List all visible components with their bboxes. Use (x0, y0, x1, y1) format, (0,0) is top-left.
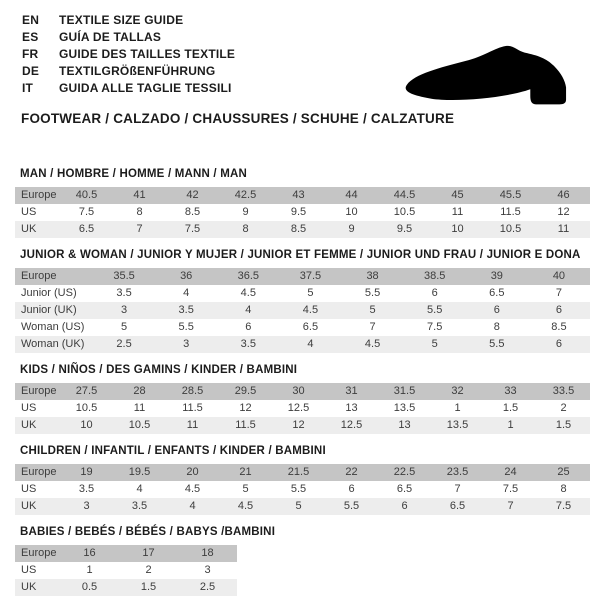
section-title: BABIES / BEBÉS / BÉBÉS / BABYS /BAMBINI (20, 526, 276, 538)
size-cell: 6 (493, 304, 500, 316)
language-label: GUIDA ALLE TAGLIE TESSILI (59, 81, 232, 95)
language-label: GUÍA DE TALLAS (59, 30, 162, 44)
size-cell: 3.5 (116, 287, 132, 299)
size-section (15, 249, 590, 353)
size-cell: 2.5 (199, 581, 216, 593)
size-cell: 44.5 (393, 189, 416, 201)
section-title: JUNIOR & WOMAN / JUNIOR Y MUJER / JUNIOR ET FEMME / JUNIOR UND FRAU / JUNIOR E DONA (20, 249, 581, 261)
size-table-header-row (15, 464, 590, 481)
row-label: UK (21, 223, 37, 235)
row-label: Junior (US) (21, 287, 77, 299)
size-table-row (15, 562, 237, 579)
category-title: FOOTWEAR / CALZADO / CHAUSSURES / SCHUHE / CALZATURE (21, 111, 455, 126)
size-cell: 6.5 (449, 500, 466, 512)
size-section (15, 526, 590, 596)
size-cell: 6 (348, 483, 355, 495)
size-cell: 11 (451, 206, 464, 218)
size-cell: 28.5 (181, 385, 204, 397)
size-cell: 9.5 (396, 223, 413, 235)
size-cell: 8.5 (551, 321, 567, 333)
size-cell: 5.5 (178, 321, 194, 333)
row-label: Europe (21, 270, 57, 282)
size-cell: 37.5 (299, 270, 322, 282)
size-cell: 4.5 (364, 338, 381, 350)
size-cell: 1 (507, 419, 514, 431)
size-cell: 8 (242, 223, 249, 235)
size-cell: 3 (83, 500, 90, 512)
size-cell: 5.5 (290, 483, 307, 495)
size-cell: 12.5 (287, 402, 310, 414)
size-cell: 7.5 (184, 223, 201, 235)
size-cell: 6 (245, 321, 252, 333)
size-cell: 20 (186, 466, 199, 478)
size-cell: 7 (136, 223, 143, 235)
size-cell: 8 (136, 206, 143, 218)
size-cell: 6.5 (489, 287, 505, 299)
size-cell: 7.5 (502, 483, 519, 495)
size-cell: 45.5 (499, 189, 522, 201)
size-cell: 1.5 (140, 581, 157, 593)
language-code: DE (22, 64, 40, 78)
section-title: CHILDREN / INFANTIL / ENFANTS / KINDER / BAMBINI (20, 445, 326, 457)
size-cell: 5 (369, 304, 376, 316)
size-cell: 10.5 (75, 402, 98, 414)
size-cell: 3 (204, 564, 211, 576)
size-cell: 3.5 (178, 304, 194, 316)
size-cell: 4.5 (302, 304, 319, 316)
row-label: Europe (21, 547, 57, 559)
size-cell: 5.5 (343, 500, 360, 512)
size-cell: 35.5 (113, 270, 135, 282)
header (15, 12, 590, 97)
size-table-header-row (15, 383, 590, 400)
size-cell: 19.5 (128, 466, 151, 478)
size-cell: 5 (242, 483, 249, 495)
row-label: Europe (21, 189, 57, 201)
size-cell: 43 (292, 189, 305, 201)
size-cell: 13.5 (446, 419, 469, 431)
size-cell: 36 (180, 270, 193, 282)
size-cell: 5 (431, 338, 438, 350)
size-cell: 1 (454, 402, 461, 414)
size-cell: 21.5 (287, 466, 310, 478)
size-cell: 6.5 (78, 223, 95, 235)
size-table-row (15, 400, 590, 417)
size-cell: 11 (186, 419, 199, 431)
size-table-row (15, 285, 590, 302)
size-cell: 11.5 (235, 419, 256, 431)
size-cell: 38 (366, 270, 379, 282)
size-cell: 5.5 (489, 338, 505, 350)
row-label: UK (21, 581, 37, 593)
size-cell: 25 (557, 466, 570, 478)
size-cell: 18 (201, 547, 214, 559)
size-cell: 16 (83, 547, 96, 559)
size-cell: 3.5 (131, 500, 148, 512)
size-cell: 4.5 (184, 483, 201, 495)
size-table (15, 383, 590, 434)
language-label: TEXTILE SIZE GUIDE (59, 13, 184, 27)
size-cell: 10.5 (393, 206, 416, 218)
size-table-row (15, 417, 590, 434)
size-cell: 6 (555, 304, 562, 316)
language-row (22, 12, 590, 29)
language-code: IT (22, 81, 34, 95)
size-cell: 0.5 (81, 581, 98, 593)
size-cell: 7.5 (78, 206, 95, 218)
size-cell: 7 (555, 287, 562, 299)
size-cell: 11.5 (182, 402, 203, 414)
size-cell: 11 (133, 402, 146, 414)
size-cell: 3 (183, 338, 190, 350)
size-cell: 38.5 (423, 270, 446, 282)
section-title: MAN / HOMBRE / HOMME / MANN / MAN (20, 168, 248, 180)
size-table-row (15, 221, 590, 238)
size-cell: 36.5 (237, 270, 260, 282)
language-label: GUIDE DES TAILLES TEXTILE (59, 47, 236, 61)
size-cell: 10 (451, 223, 464, 235)
row-label: Junior (UK) (21, 304, 77, 316)
size-cell: 39 (490, 270, 503, 282)
size-cell: 8.5 (290, 223, 307, 235)
size-cell: 2 (560, 402, 567, 414)
size-cell: 44 (345, 189, 358, 201)
size-cell: 8.5 (184, 206, 201, 218)
size-cell: 11 (557, 223, 570, 235)
size-cell: 7 (454, 483, 461, 495)
size-cell: 13 (345, 402, 358, 414)
size-cell: 5 (295, 500, 302, 512)
row-label: US (21, 402, 37, 414)
size-cell: 8 (493, 321, 500, 333)
size-table-row (15, 336, 590, 353)
size-table (15, 268, 590, 353)
size-table (15, 187, 590, 238)
size-cell: 28 (133, 385, 146, 397)
size-table (15, 545, 237, 596)
size-cell: 33.5 (552, 385, 575, 397)
size-table-row (15, 319, 590, 336)
size-cell: 40.5 (75, 189, 98, 201)
size-section (15, 445, 590, 515)
size-cell: 6 (401, 500, 408, 512)
size-cell: 11.5 (500, 206, 521, 218)
size-cell: 17 (142, 547, 155, 559)
size-table-header-row (15, 545, 237, 562)
size-cell: 3.5 (240, 338, 256, 350)
size-cell: 22.5 (393, 466, 416, 478)
size-cell: 4 (189, 500, 196, 512)
language-code: FR (22, 47, 39, 61)
row-label: UK (21, 500, 37, 512)
size-cell: 29.5 (234, 385, 257, 397)
size-table-header-row (15, 268, 590, 285)
size-cell: 6.5 (302, 321, 319, 333)
row-label: US (21, 564, 37, 576)
row-label: Europe (21, 385, 57, 397)
size-cell: 5.5 (364, 287, 381, 299)
size-cell: 8 (560, 483, 567, 495)
size-cell: 4 (307, 338, 314, 350)
language-code: ES (22, 30, 39, 44)
size-cell: 1 (86, 564, 93, 576)
shoe-icon (397, 30, 577, 110)
language-label: TEXTILGRÖßENFÜHRUNG (59, 64, 216, 78)
size-cell: 32 (451, 385, 464, 397)
size-table-row (15, 302, 590, 319)
row-label: Europe (21, 466, 57, 478)
size-cell: 2 (145, 564, 152, 576)
size-cell: 4.5 (237, 500, 254, 512)
row-label: UK (21, 419, 37, 431)
size-cell: 3.5 (78, 483, 95, 495)
size-tables (15, 168, 590, 596)
size-cell: 46 (557, 189, 570, 201)
size-cell: 4 (136, 483, 143, 495)
row-label: Woman (US) (21, 321, 85, 333)
size-cell: 12 (292, 419, 305, 431)
size-table-row (15, 481, 590, 498)
size-cell: 10.5 (499, 223, 522, 235)
size-cell: 24 (504, 466, 517, 478)
size-cell: 22 (345, 466, 358, 478)
size-cell: 41 (133, 189, 146, 201)
size-cell: 9 (348, 223, 355, 235)
size-cell: 6 (431, 287, 438, 299)
language-code: EN (22, 13, 40, 27)
size-cell: 10 (345, 206, 358, 218)
size-cell: 7.5 (555, 500, 572, 512)
size-cell: 31.5 (393, 385, 416, 397)
size-table-row (15, 579, 237, 596)
size-cell: 42.5 (234, 189, 257, 201)
size-table-row (15, 204, 590, 221)
size-cell: 1.5 (555, 419, 572, 431)
size-cell: 4 (183, 287, 190, 299)
row-label: US (21, 483, 37, 495)
size-cell: 42 (186, 189, 199, 201)
row-label: US (21, 206, 37, 218)
size-cell: 6 (555, 338, 562, 350)
size-cell: 31 (345, 385, 358, 397)
size-cell: 1.5 (502, 402, 519, 414)
size-table (15, 464, 590, 515)
size-cell: 30 (292, 385, 305, 397)
size-cell: 12.5 (340, 419, 363, 431)
size-cell: 5 (307, 287, 314, 299)
size-cell: 3 (121, 304, 128, 316)
size-cell: 12 (557, 206, 570, 218)
size-cell: 4.5 (240, 287, 256, 299)
size-cell: 7.5 (427, 321, 443, 333)
size-cell: 33 (504, 385, 517, 397)
size-cell: 10 (80, 419, 93, 431)
size-section (15, 364, 590, 434)
size-cell: 5.5 (427, 304, 443, 316)
size-cell: 9.5 (290, 206, 307, 218)
size-cell: 7 (369, 321, 376, 333)
size-cell: 21 (239, 466, 252, 478)
section-title: KIDS / NIÑOS / DES GAMINS / KINDER / BAMBINI (20, 364, 298, 376)
row-label: Woman (UK) (21, 338, 85, 350)
size-cell: 7 (507, 500, 514, 512)
size-cell: 6.5 (396, 483, 413, 495)
size-cell: 9 (242, 206, 249, 218)
size-cell: 12 (239, 402, 252, 414)
size-table-row (15, 498, 590, 515)
size-cell: 13.5 (393, 402, 416, 414)
size-cell: 10.5 (128, 419, 151, 431)
size-cell: 45 (451, 189, 464, 201)
size-cell: 13 (398, 419, 411, 431)
size-cell: 4 (245, 304, 252, 316)
size-section (15, 168, 590, 238)
size-table-header-row (15, 187, 590, 204)
size-cell: 23.5 (446, 466, 469, 478)
size-cell: 19 (80, 466, 93, 478)
size-cell: 2.5 (116, 338, 132, 350)
size-cell: 40 (552, 270, 566, 282)
size-cell: 27.5 (75, 385, 98, 397)
size-cell: 5 (121, 321, 128, 333)
